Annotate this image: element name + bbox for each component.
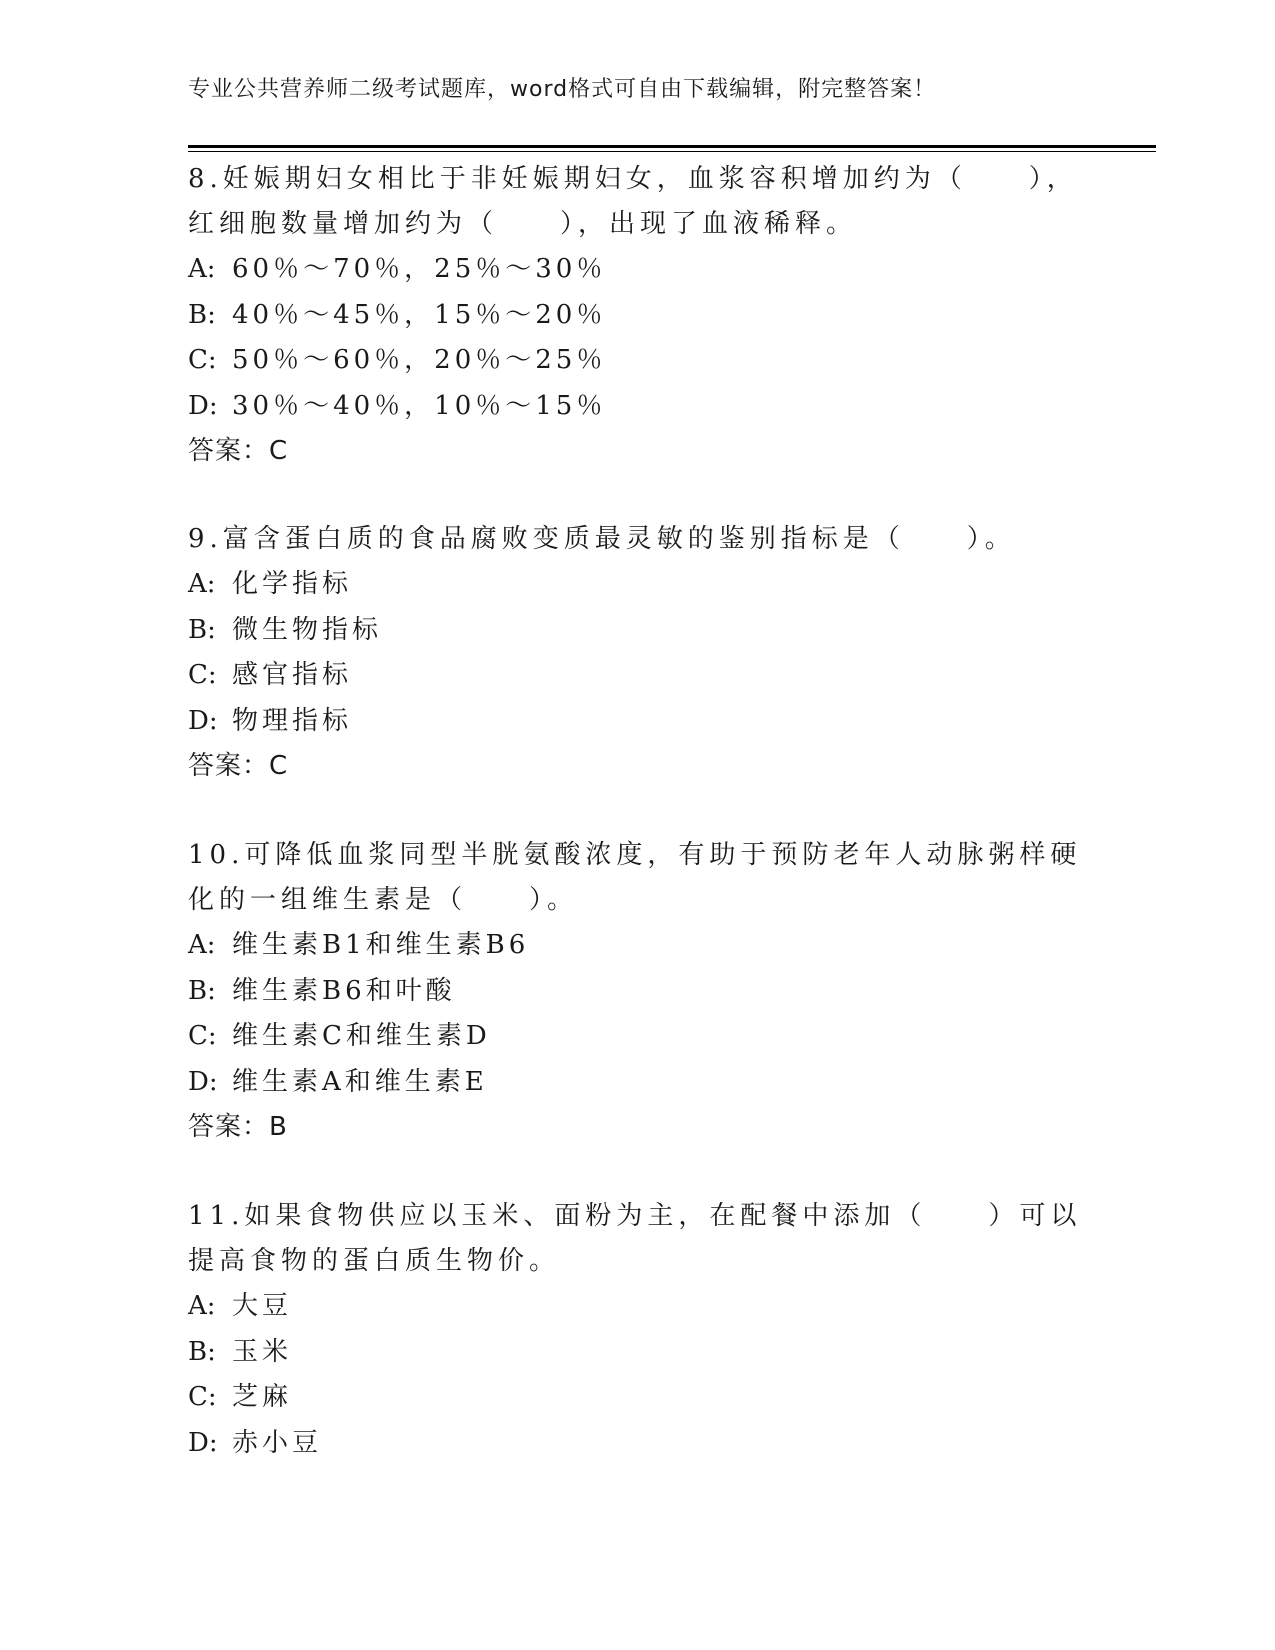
option-letter: B:	[188, 614, 216, 645]
page-header: 专业公共营养师二级考试题库，word格式可自由下载编辑，附完整答案！	[188, 77, 937, 102]
option-text: 维生素B1和维生素B6	[232, 930, 530, 960]
option-b	[188, 293, 1088, 339]
option-text: 60％～70％，25％～30％	[232, 254, 607, 284]
option-text: 50％～60％，20％～25％	[232, 345, 607, 375]
question-stem: 10.可降低血浆同型半胱氨酸浓度，有助于预防老年人动脉粥样硬化的一组维生素是（ ）。	[188, 840, 1082, 915]
option-a	[188, 247, 1088, 293]
option-letter: A:	[188, 569, 216, 599]
option-b	[188, 969, 1088, 1015]
option-letter: B:	[188, 975, 216, 1006]
option-c	[188, 338, 1088, 384]
option-c	[188, 653, 1088, 699]
question-8	[188, 157, 1088, 474]
option-letter: D:	[188, 390, 218, 421]
option-b	[188, 1330, 1088, 1376]
option-b	[188, 608, 1088, 654]
option-d	[188, 1421, 1088, 1467]
question-stem: 11.如果食物供应以玉米、面粉为主，在配餐中添加（ ）可以提高食物的蛋白质生物价。	[188, 1201, 1082, 1276]
option-text: 物理指标	[232, 705, 353, 736]
option-letter: C:	[188, 660, 217, 690]
option-d	[188, 1060, 1088, 1106]
option-text: 化学指标	[232, 569, 353, 599]
option-letter: D:	[188, 1066, 218, 1097]
answer: 答案：C	[188, 751, 289, 781]
option-text: 微生物指标	[232, 614, 383, 645]
option-c	[188, 1014, 1088, 1060]
option-text: 大豆	[232, 1291, 293, 1321]
question-9	[188, 517, 1088, 789]
option-a	[188, 923, 1088, 969]
option-d	[188, 384, 1088, 430]
option-letter: B:	[188, 1336, 216, 1367]
option-text: 芝麻	[232, 1382, 293, 1412]
option-text: 感官指标	[232, 660, 353, 690]
option-a	[188, 562, 1088, 608]
option-letter: C:	[188, 345, 217, 375]
option-text: 维生素A和维生素E	[232, 1066, 488, 1097]
option-letter: C:	[188, 1382, 217, 1412]
option-letter: A:	[188, 1291, 216, 1321]
option-letter: B:	[188, 299, 216, 330]
option-text: 30％～40％，10％～15％	[232, 390, 607, 421]
option-text: 维生素B6和叶酸	[232, 975, 456, 1006]
question-stem: 8.妊娠期妇女相比于非妊娠期妇女，血浆容积增加约为（ ），红细胞数量增加约为（ ），出现了血液稀释。	[188, 164, 1078, 239]
option-letter: D:	[188, 705, 218, 736]
option-letter: A:	[188, 254, 216, 284]
option-text: 40％～45％，15％～20％	[232, 299, 607, 330]
question-stem: 9.富含蛋白质的食品腐败变质最灵敏的鉴别指标是（ ）。	[188, 524, 1016, 554]
option-letter: D:	[188, 1427, 218, 1458]
option-text: 维生素C和维生素D	[232, 1021, 491, 1051]
header-rule-thick	[188, 145, 1156, 148]
question-11	[188, 1194, 1088, 1466]
option-text: 赤小豆	[232, 1427, 323, 1458]
option-letter: A:	[188, 930, 216, 960]
option-d	[188, 699, 1088, 745]
option-text: 玉米	[232, 1336, 293, 1367]
header-rule-thin	[188, 151, 1156, 152]
option-letter: C:	[188, 1021, 217, 1051]
answer: 答案：C	[188, 436, 289, 466]
answer: 答案：B	[188, 1112, 288, 1142]
option-a	[188, 1284, 1088, 1330]
option-c	[188, 1375, 1088, 1421]
question-10	[188, 833, 1088, 1150]
